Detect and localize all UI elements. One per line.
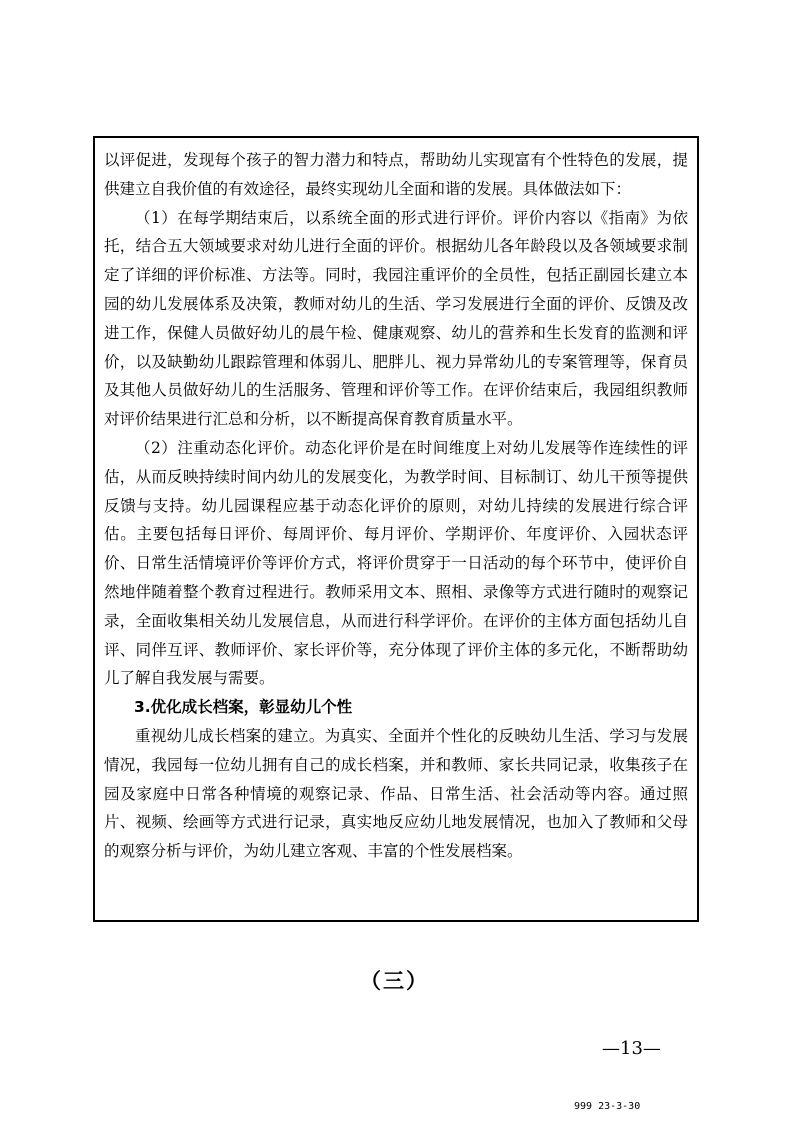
frame-content (95, 138, 697, 866)
section-3-paragraph: 重视幼儿成长档案的建立。为真实、全面并个性化的反映幼儿生活、学习与发展情况，我园每一位幼儿拥有自己的成长档案，并和教师、家长共同记录，收集孩子在园及家庭中日常各种情境的观察记录、作品、日常生活、社会活动等内容。通过照片、视频、绘画等方式进行记录，真实地反应幼儿地发展情况，也加入了教师和父母的观察分析与评价，为幼儿建立客观、丰富的个性发展档案。 (104, 726, 688, 861)
intro-paragraph: 以评促进，发现每个孩子的智力潜力和特点，帮助幼儿实现富有个性特色的发展，提供建立自我价值的有效途径，最终实现幼儿全面和谐的发展。具体做法如下： (104, 151, 688, 198)
section-marker: （三） (360, 968, 429, 993)
evaluation-item-2-paragraph: （2）注重动态化评价。动态化评价是在时间维度上对幼儿发展等作连续性的评估，从而反映持续时间内幼儿的发展变化，为教学时间、目标制订、幼儿干预等提供反馈与支持。幼儿园课程应基于动态化评价的原则，对幼儿持续的发展进行综合评估。主要包括每日评价、每周评价、每月评价、学期评价、年度评价、入园状态评价、日常生活情境评价等评价方式，将评价贯穿于一日活动的每个环节中，使评价自然地伴随着整个教育过程进行。教师采用文本、照相、录像等方式进行随时的观察记录，全面收集相关幼儿发展信息，从而进行科学评价。在评价的主体方面包括幼儿自评、同伴互评、教师评价、家长评价等，充分体现了评价主体的多元化，不断帮助幼儿了解自我发展与需要。 (104, 438, 688, 688)
footer-code: 999 23-3-30 (574, 1101, 641, 1112)
content-frame (93, 136, 699, 922)
evaluation-item-1-paragraph: （1）在每学期结束后，以系统全面的形式进行评价。评价内容以《指南》为依托，结合五大领域要求对幼儿进行全面的评价。根据幼儿各年龄段以及各领域要求制定了详细的评价标准、方法等。同时，我园注重评价的全员性，包括正副园长建立本园的幼儿发展体系及决策，教师对幼儿的生活、学习发展进行全面的评价、反馈及改进工作，保健人员做好幼儿的晨午检、健康观察、幼儿的营养和生长发育的监测和评价，以及缺勤幼儿跟踪管理和体弱儿、肥胖儿、视力异常幼儿的专案管理等，保育员及其他人员做好幼儿的生活服务、管理和评价等工作。在评价结束后，我园组织教师对评价结果进行汇总和分析，以不断提高保育教育质量水平。 (104, 208, 688, 429)
page-number: —13— (602, 1038, 661, 1059)
section-3-heading: 3.优化成长档案，彰显幼儿个性 (134, 698, 353, 717)
